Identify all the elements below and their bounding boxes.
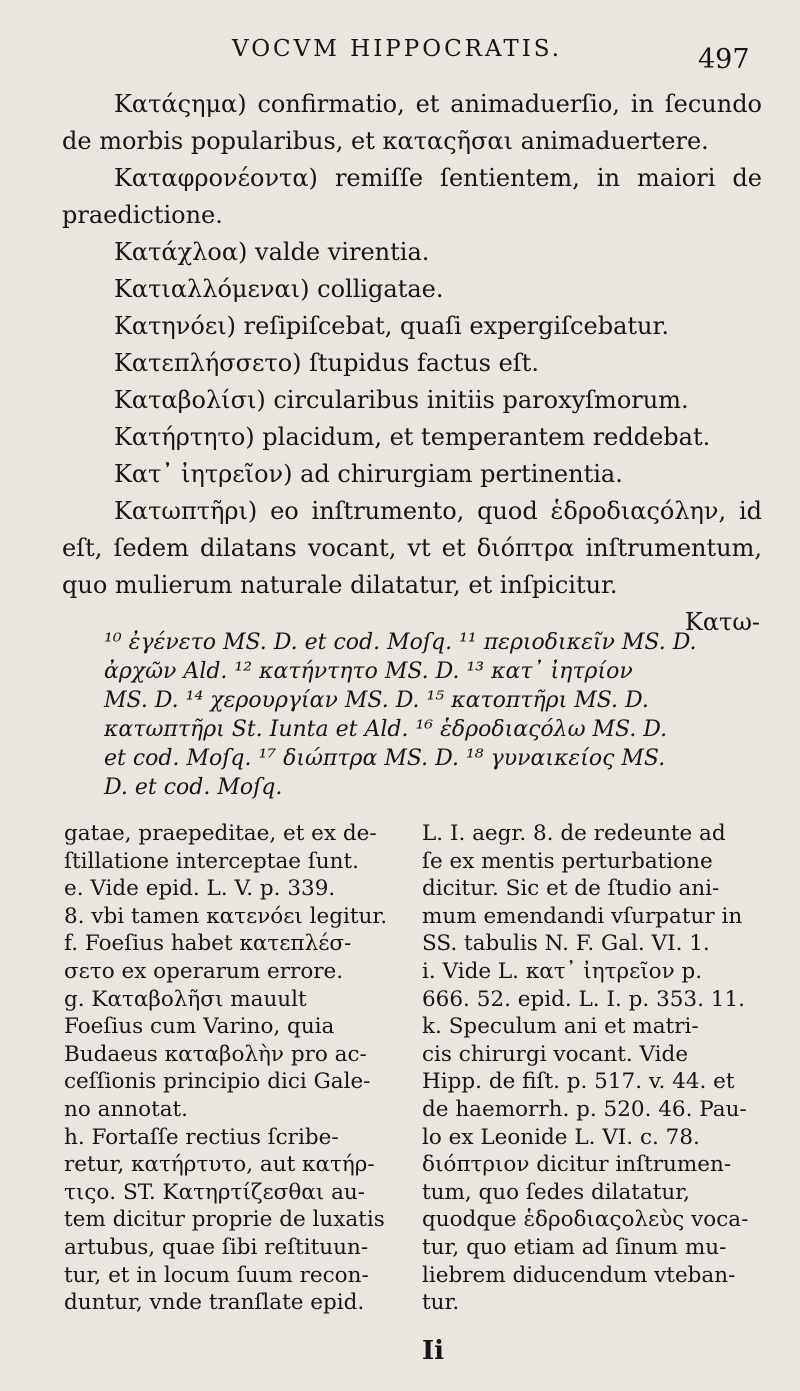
commentary-line: Foeſius cum Varino, quia	[64, 1014, 335, 1040]
commentary-left-column	[64, 820, 400, 1317]
commentary-right-column	[422, 820, 762, 1317]
variant-notes	[104, 628, 764, 802]
entry: Κατάςημα) confirmatio, et animaduerſio, in ſecundo de morbis popularibus, et καταςῆσαι animaduertere.	[62, 90, 762, 155]
commentary-line: tur, quo etiam ad ſinum mu-	[422, 1234, 727, 1260]
commentary-line: retur, κατήρτυτο, aut κατήρ-	[64, 1152, 375, 1178]
commentary-line: 8. vbi tamen κατενόει legitur.	[64, 903, 388, 929]
commentary-line: Budaeus καταβολὴν pro ac-	[64, 1041, 367, 1067]
note-line: κατωπτῆρι St. Iunta et Ald. ¹⁶ ἑδροδιαςόλω MS. D.	[104, 717, 668, 742]
commentary-line: g. Καταβολῆσι mauult	[64, 986, 307, 1012]
commentary-line: de haemorrh. p. 520. 46. Pau-	[422, 1096, 747, 1122]
note-line: ¹⁰ ἐγένετο MS. D. et cod. Moſq. ¹¹ περιοδικεῖν MS. D.	[104, 630, 697, 655]
commentary-line: ceſſionis principio dici Gale-	[64, 1069, 371, 1095]
commentary-line: tem dicitur proprie de luxatis	[64, 1207, 385, 1233]
commentary-line: e. Vide epid. L. V. p. 339.	[64, 876, 336, 902]
commentary-line: 666. 52. epid. L. I. p. 353. 11.	[422, 986, 745, 1012]
catchword: Κατω-	[684, 608, 760, 636]
entry: Κατάχλοα) valde virentia.	[114, 238, 430, 266]
running-head-title: VOCVM HIPPOCRATIS.	[232, 36, 563, 62]
entry: Κατ᾽ ἰητρεῖον) ad chirurgiam pertinentia.	[114, 460, 623, 488]
commentary-line: L. I. aegr. 8. de redeunte ad	[422, 821, 726, 846]
commentary-line: Hipp. de fiſt. p. 517. v. 44. et	[422, 1069, 735, 1095]
commentary-line: lo ex Leonide L. VI. c. 78.	[422, 1124, 700, 1150]
entry: Καταφρονέοντα) remiſſe ſentientem, in maiori de praedictione.	[62, 164, 762, 229]
entry: Κατωπτῆρι) eo inſtrumento, quod ἑδροδιαςόλην, id eſt, ſedem dilatans vocant, vt et διόπτρα inſtrumentum, quo mulierum naturale dilatatur, et inſpicitur.	[62, 497, 762, 599]
commentary-line: SS. tabulis N. F. Gal. VI. 1.	[422, 931, 710, 957]
commentary-line: f. Foeſius habet κατεπλέσ-	[64, 931, 352, 957]
main-text	[62, 86, 762, 641]
commentary-line: dicitur. Sic et de ſtudio ani-	[422, 876, 720, 902]
commentary-line: σετο ex operarum errore.	[64, 958, 344, 984]
note-line: et cod. Moſq. ¹⁷ διώπτρα MS. D. ¹⁸ γυναικείος MS.	[104, 746, 666, 771]
commentary-line: i. Vide L. κατ᾽ ἰητρεῖον p.	[422, 958, 703, 984]
note-line: D. et cod. Moſq.	[104, 775, 283, 800]
entry: Καταβολίσι) circularibus initiis paroxyſmorum.	[114, 386, 689, 414]
commentary-line: gatae, praepeditae, et ex de-	[64, 821, 377, 846]
entry: Κατηνόει) reſipiſcebat, quaſi expergiſcebatur.	[114, 312, 669, 340]
page-number: 497	[698, 44, 750, 75]
commentary-line: tur.	[422, 1290, 460, 1316]
note-line: MS. D. ¹⁴ χερουργίαν MS. D. ¹⁵ κατοπτῆρι MS. D.	[104, 688, 649, 713]
commentary-line: mum emendandi vſurpatur in	[422, 903, 743, 929]
note-line: ἀρχῶν Ald. ¹² κατήντητο MS. D. ¹³ κατ᾽ ἰητρίον	[104, 659, 633, 684]
commentary-line: no annotat.	[64, 1096, 189, 1122]
commentary-line: τιςο. ST. Κατηρτίζεσθαι au-	[64, 1179, 365, 1205]
running-head	[0, 30, 800, 80]
entry: Κατεπλήσσετο) ſtupidus factus eſt.	[114, 349, 539, 377]
commentary-line: h. Fortaſſe rectius ſcribe-	[64, 1124, 339, 1150]
commentary-line: artubus, quae ſibi reſtituun-	[64, 1234, 369, 1260]
commentary-line: ſe ex mentis perturbatione	[422, 848, 713, 874]
commentary-line: k. Speculum ani et matri-	[422, 1014, 699, 1040]
commentary-line: cis chirurgi vocant. Vide	[422, 1041, 689, 1067]
entry: Κατιαλλόμεναι) colligatae.	[114, 275, 444, 303]
entry: Κατήρτητο) placidum, et temperantem reddebat.	[114, 423, 711, 451]
commentary-line: quodque ἑδροδιαςολεὺς voca-	[422, 1207, 749, 1233]
commentary-line: tum, quo ſedes dilatatur,	[422, 1179, 690, 1205]
commentary-line: liebrem diducendum vteban-	[422, 1262, 736, 1288]
commentary-line: tur, et in locum ſuum recon-	[64, 1262, 369, 1288]
commentary-line: διόπτριον dicitur inſtrumen-	[422, 1152, 732, 1178]
commentary-line: duntur, vnde tranſlate epid.	[64, 1290, 365, 1316]
signature-mark: Ii	[422, 1336, 445, 1366]
commentary-line: ſtillatione interceptae ſunt.	[64, 848, 359, 874]
